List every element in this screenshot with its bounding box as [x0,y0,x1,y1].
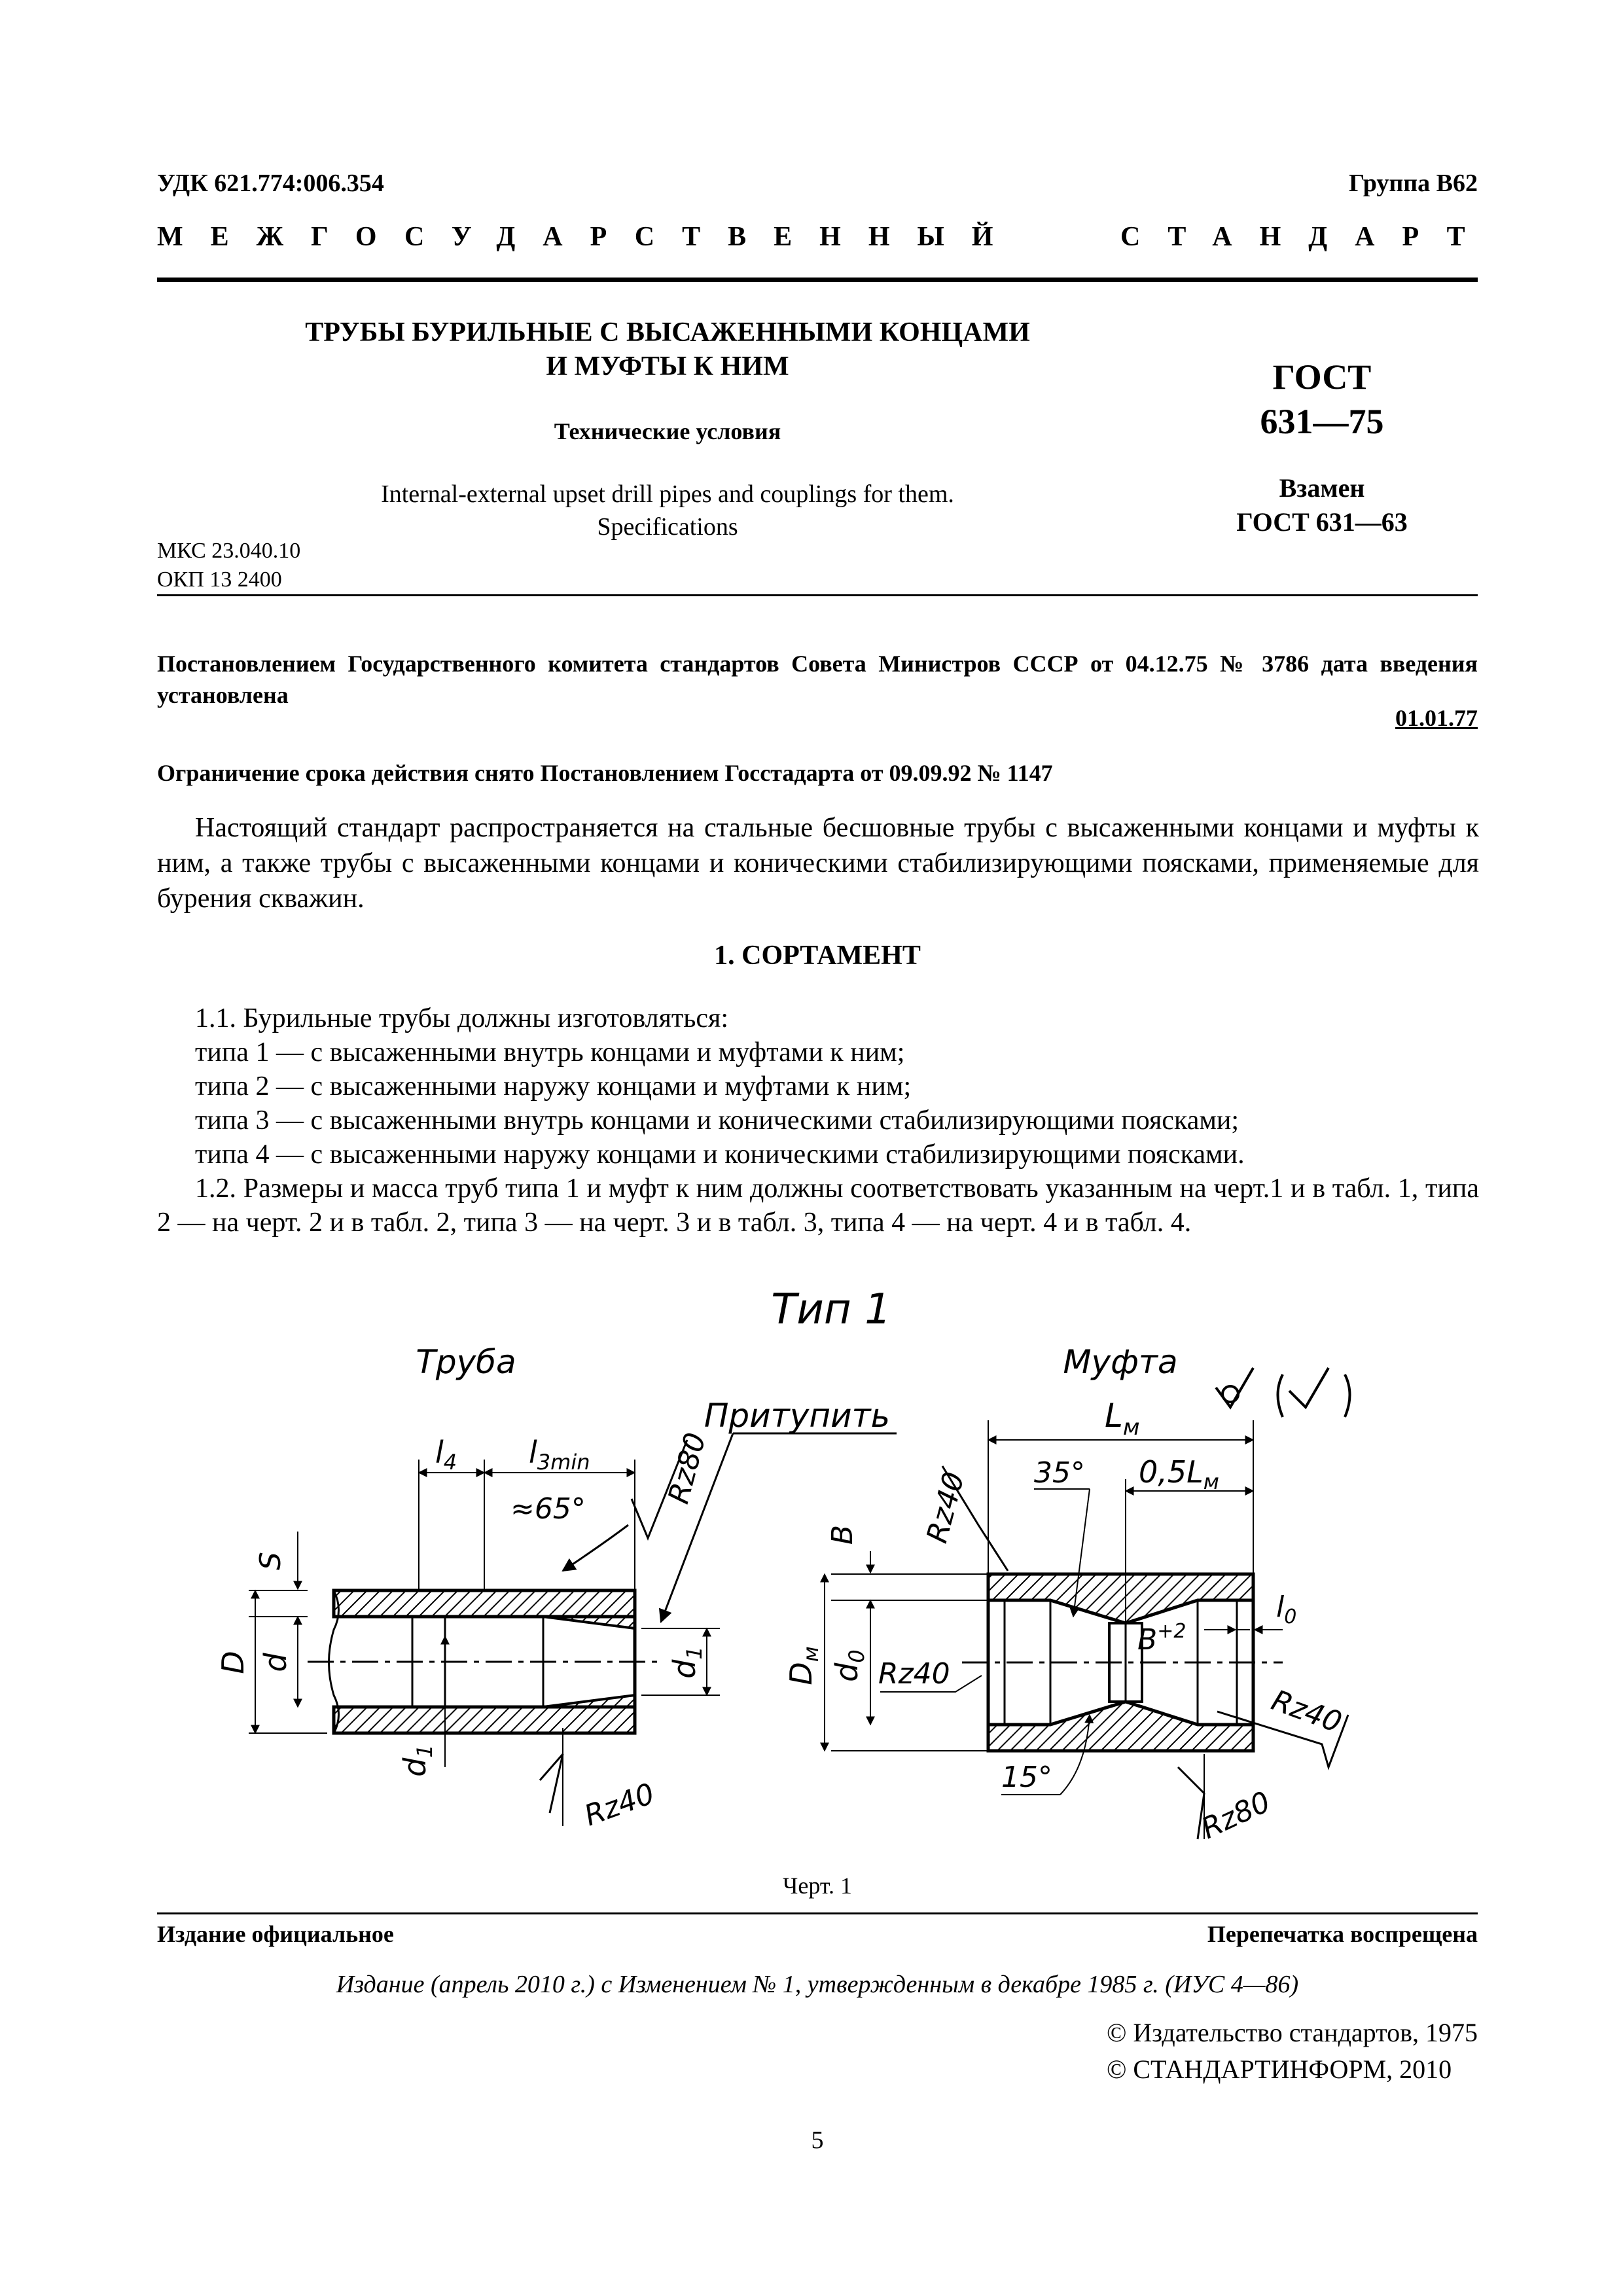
footer-rule [157,1912,1478,1914]
angle-35: 35° [1034,1456,1085,1490]
reprint-notice: Перепечатка воспрещена [1207,1921,1478,1947]
standard-type-word-2: СТАНДАРТ [1120,222,1493,252]
dim-D: D [215,1651,251,1674]
edition-note: Издание (апрель 2010 г.) с Изменением № 1, утвержденным в декабре 1985 г. (ИУС 4—86) [336,1971,1299,1998]
english-title-line-1: Internal-external upset drill pipes and couplings for them. [381,480,954,508]
dim-d1-right: $d_1$ [667,1646,707,1679]
clause-1-2: 1.2. Размеры и масса труб типа 1 и муфт к ним должны соответствовать указанным на черт.1 и в табл. 1, типа 2 — на черт. 2 и в табл. 2, типа 3 — на черт. 3 и в табл. 3, типа 4 — на черт. 4 и в табл. 4. [157,1174,1479,1238]
dim-d0: $d_0$ [829,1649,869,1682]
copyright-2010: © СТАНДАРТИНФОРМ, 2010 [1106,2054,1452,2084]
dim-B: B [826,1524,859,1545]
replaces-label: Взамен [1279,473,1365,503]
gost-label: ГОСТ [1272,357,1372,397]
replaces-standard: ГОСТ 631—63 [1236,507,1408,537]
dim-d: d [258,1653,293,1672]
coupling-drawing [783,1397,1348,1846]
type-2-item: типа 2 — с высаженными наружу концами и муфтами к ним; [195,1071,912,1102]
roughness-rz40-pipe: Rz40 [580,1776,659,1833]
dim-half-Lm: $0,5L_м$ [1139,1454,1219,1494]
pipe-label: Труба [416,1343,516,1381]
title-rule [157,594,1478,596]
dim-l3min: $l_{3min}$ [529,1435,590,1475]
dim-s: S [254,1552,287,1570]
coupling-label: Муфта [1063,1343,1178,1381]
dim-d1-bottom: $d_1$ [397,1744,437,1777]
dim-Lm: $L_м$ [1105,1397,1140,1441]
roughness-rz40-coupling-inner: Rz40 [878,1657,950,1691]
drawing-title: Тип 1 [771,1285,891,1334]
type-1-item: типа 1 — с высаженными внутрь концами и муфтами к ним; [195,1037,905,1067]
roughness-rz80-coupling: Rz80 [1196,1785,1276,1846]
angle-15: 15° [1001,1761,1052,1794]
intro-paragraph: Настоящий стандарт распространяется на стальные бесшовные трубы с высаженными концами и муфты к ним, а также трубы с высаженными концами и коническими стабилизирующими поясками, применяемые для бурения скважин. [157,813,1479,914]
header-rule [157,278,1478,282]
clause-1-1: 1.1. Бурильные трубы должны изготовляться: [195,1003,729,1033]
pipe-drawing [215,1429,720,1833]
document-title [249,315,1086,384]
udk-code: УДК 621.774:006.354 [157,170,384,197]
section-heading: 1. СОРТАМЕНТ [714,941,921,971]
dim-l4: $l_4$ [435,1435,457,1475]
group-code: Группа В62 [1348,170,1478,197]
dim-l0: $l_0$ [1276,1590,1297,1628]
classification-codes [157,537,300,594]
replaces-block [1204,471,1440,539]
title-line-2: И МУФТЫ К НИМ [546,351,789,382]
official-edition-label: Издание официальное [157,1921,394,1947]
type-4-item: типа 4 — с высаженными наружу концами и коническими стабилизирующими поясками. [195,1139,1245,1170]
section-1-body [157,1001,1479,1240]
copyright-1975: © Издательство стандартов, 1975 [1106,2018,1478,2047]
roughness-rz40-coupling-top: Rz40 [920,1468,972,1547]
standard-type-word-1: МЕЖГОСУДАРСТВЕННЫЙ [157,222,1021,252]
roughness-symbol [1216,1368,1350,1417]
type-3-item: типа 3 — с высаженными внутрь концами и коническими стабилизирующими поясками; [195,1105,1240,1136]
limitation-text: Ограничение срока действия снято Постановлением Госстадарта от 09.09.92 № 1147 [157,760,1053,786]
roughness-rz40-coupling-right: Rz40 [1267,1683,1346,1740]
dim-Dm: $D_м$ [783,1646,823,1685]
page-number: 5 [811,2126,824,2154]
copyright-block [1107,2015,1478,2088]
technical-drawing-type-1 [0,1257,1623,1878]
gost-number: 631—75 [1260,402,1384,441]
dim-B-plus-2: $B^{+2}$ [1137,1620,1186,1657]
english-title [249,478,1086,543]
blunt-label: Притупить [704,1397,891,1435]
english-title-line-2: Specifications [597,513,738,541]
roughness-rz80-pipe: Rz80 [662,1429,713,1507]
introduction-date: 01.01.77 [1395,705,1478,731]
mks-code: МКС 23.040.10 [157,539,301,563]
title-line-1: ТРУБЫ БУРИЛЬНЫЕ С ВЫСАЖЕННЫМИ КОНЦАМИ [305,317,1030,348]
okp-code: ОКП 13 2400 [157,567,282,592]
decree-text: Постановлением Государственного комитета стандартов Совета Министров СССР от 04.12.75 № 3786 дата введения установлена [157,651,1478,708]
document-subtitle: Технические условия [554,418,781,444]
angle-65: ≈65° [510,1492,586,1526]
figure-caption: Черт. 1 [783,1873,852,1899]
gost-designation [1204,355,1440,444]
